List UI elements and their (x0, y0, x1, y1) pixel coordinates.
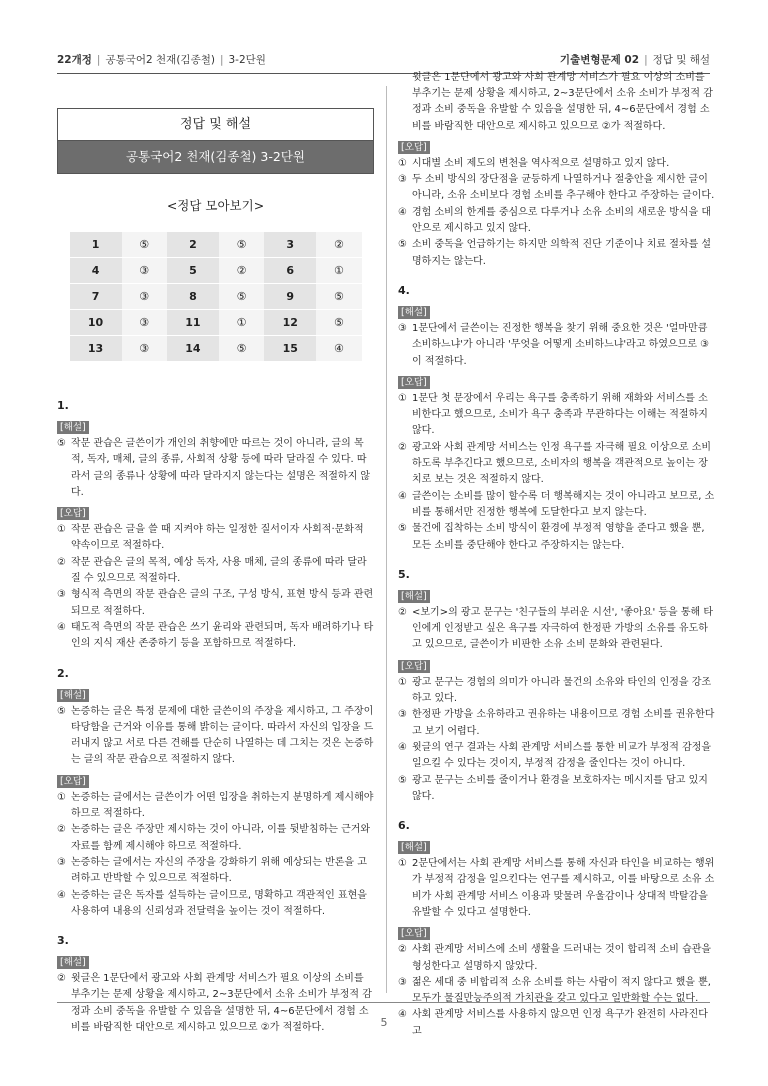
answer-row (70, 310, 362, 336)
explanation-text: 1문단 첫 문장에서 우리는 욕구를 충족하기 위해 재화와 서비스를 소비한다고 했으므로, 소비가 욕구 충족과 무관하다는 이해는 적절하지 않다. (412, 392, 708, 437)
explanation-item (398, 440, 715, 489)
explanation-item (398, 740, 715, 773)
explanation-text: 작문 관습은 글쓴이가 개인의 취향에만 따르는 것이 아니라, 글의 목적, 독자, 매체, 글의 종류, 사회적 상황 등에 따라 달라질 수 있다. 따라서 글의 종류나 상황에 따라 달라지지 않는다는 설명은 적절하지 않다. (71, 438, 371, 498)
answer-question-number: 13 (70, 336, 122, 362)
choice-marker: ⑤ (398, 239, 407, 251)
question-number: 1. (57, 399, 69, 412)
explanation-text: 태도적 측면의 작문 관습은 쓰기 윤리와 관련되며, 독자 배려하기나 타인의 지식 재산 존중하기 등을 포함하므로 적절하다. (71, 621, 374, 650)
explanation-text: 시대별 소비 제도의 변천을 역사적으로 설명하고 있지 않다. (412, 157, 670, 169)
explanation-item (57, 587, 374, 620)
explanation-item (57, 790, 374, 823)
explanation-item (398, 391, 715, 440)
explanation-text: 논증하는 글에서는 자신의 주장을 강화하기 위해 예상되는 반론을 고려하고 반박할 수 있으므로 적절하다. (71, 856, 367, 885)
question-4-section (398, 284, 715, 554)
wrong-answer-label: [오답] (398, 376, 430, 389)
explanation-text: 사회 관계망 서비스에 소비 생활을 드러내는 것이 합리적 소비 습관을 형성한다고 설명하지 않았다. (412, 944, 712, 972)
question-number: 3. (57, 934, 69, 948)
explanation-item (398, 156, 715, 172)
explanation-text: 논증하는 글은 특정 문제에 대한 글쓴이의 주장을 제시하고, 그 주장이 타당함을 근거와 이유를 통해 밝히는 글이다. 따라서 자신의 입장을 드러내지 않고 서로 다른 견해를 단순히 나열하는 데 그치는 것은 논증하는 글의 작문 관습으로 적절하지 않다. (71, 705, 374, 766)
choice-marker: ③ (57, 856, 66, 868)
header-set-title: 기출변형문제 02 (559, 54, 640, 66)
question-1-section (57, 399, 374, 653)
answer-question-number: 3 (264, 232, 316, 258)
question-number: 4. (398, 283, 410, 297)
choice-marker: ③ (398, 709, 407, 721)
title-sub: 공통국어2 천재(김종철) 3-2단원 (58, 140, 373, 173)
explanation-continued-wrap (398, 70, 715, 135)
explanation-text: 물건에 집착하는 소비 방식이 환경에 부정적 영향을 준다고 했을 뿐, 모든 소비를 중단해야 한다고 주장하지는 않는다. (412, 523, 705, 551)
explanation-text: 글쓴이는 소비를 많이 할수록 더 행복해지는 것이 아니라고 보므로, 소비를 통해서만 진정한 행복에 도달한다고 보지 않는다. (412, 490, 715, 518)
answer-choice: ⑤ (219, 232, 264, 258)
left-column (57, 86, 374, 1034)
choice-marker: ① (57, 791, 66, 803)
wrong-answer-label: [오답] (398, 660, 430, 673)
answer-question-number: 8 (167, 284, 219, 310)
answer-question-number: 9 (264, 284, 316, 310)
answer-question-number: 15 (264, 336, 316, 362)
page-number: 5 (380, 1016, 388, 1029)
choice-marker: ① (398, 157, 407, 169)
explanation-item (398, 707, 715, 740)
choice-marker: ⑤ (57, 438, 66, 449)
right-column (398, 71, 715, 1037)
explanation-text: 윗글은 1문단에서 광고와 사회 관계망 서비스가 필요 이상의 소비를 부추기는 문제 상황을 제시하고, 2~3문단에서 소유 소비가 부정적 감정과 소비 중독을 유발할 수 있음을 설명한 뒤, 4~6문단에서 경험 소비를 바람직한 대안으로 제시하고 있으므로 ②가 적절하다. (71, 973, 372, 1034)
answer-choice: ⑤ (122, 232, 167, 258)
explanation-item (57, 822, 374, 855)
question-number: 5. (398, 567, 410, 581)
explanation-item (398, 237, 715, 270)
explanation-item (57, 971, 374, 1034)
explanation-item (57, 855, 374, 888)
explanation-text: 윗글은 1문단에서 광고와 사회 관계망 서비스가 필요 이상의 소비를 부추기는 문제 상황을 제시하고, 2~3문단에서 소유 소비가 부정적 감정과 소비 중독을 유발할 수 있음을 설명한 뒤, 4~6문단에서 경험 소비를 바람직한 대안으로 제시하고 있으므로 ②가 적절하다. (412, 71, 713, 132)
explanation-item (57, 888, 374, 921)
wrong-answer-label: [오답] (57, 775, 89, 788)
answer-row (70, 232, 362, 258)
explanation-item (57, 704, 374, 769)
explanation-text: 젊은 세대 중 비합리적 소유 소비를 하는 사람이 적지 않다고 했을 뿐, 모두가 물질만능주의적 가치관을 갖고 있다고 일반화할 수는 없다. (412, 976, 711, 1005)
explanation-item (398, 321, 715, 370)
choice-marker: ② (57, 973, 66, 985)
answer-question-number: 7 (70, 284, 122, 310)
title-main: 정답 및 해설 (179, 117, 252, 132)
answer-choice: ② (219, 258, 264, 284)
explanation-item (57, 620, 374, 653)
explanation-text: 논증하는 글은 주장만 제시하는 것이 아니라, 이를 뒷받침하는 근거와 자료를 함께 제시해야 하므로 적절하다. (71, 824, 371, 852)
explanation-text: 논증하는 글은 독자를 설득하는 글이므로, 명확하고 객관적인 표현을 사용하여 내용의 신뢰성과 전달력을 높이는 것이 적절하다. (71, 889, 367, 917)
choice-marker: ⑤ (398, 523, 407, 535)
title-box (57, 108, 374, 174)
choice-marker: ⑤ (398, 774, 407, 786)
explanation-continued (398, 70, 715, 135)
choice-marker: ② (57, 556, 66, 568)
wrong-answer-label: [오답] (398, 927, 430, 940)
header-right (560, 52, 710, 67)
header-left (57, 52, 266, 67)
explanation-item (398, 521, 715, 554)
choice-marker: ② (398, 441, 407, 453)
question-6-section (398, 819, 715, 1040)
answer-question-number: 12 (264, 310, 316, 336)
question-3-continued (398, 70, 715, 270)
choice-marker: ④ (398, 490, 407, 502)
answer-choice: ③ (122, 336, 167, 362)
answer-choice: ② (316, 232, 361, 258)
explanation-item (57, 555, 374, 588)
header-separator: | (219, 54, 224, 66)
answer-choice: ③ (122, 284, 167, 310)
answer-question-number: 1 (70, 232, 122, 258)
answer-choice: ③ (122, 310, 167, 336)
answer-choice: ⑤ (316, 310, 361, 336)
explanation-text: 사회 관계망 서비스를 사용하지 않으면 인정 욕구가 완전히 사라진다고 (412, 1009, 708, 1037)
choice-marker: ③ (57, 589, 66, 601)
choice-marker: ① (398, 676, 407, 688)
explanation-item (398, 172, 715, 205)
choice-marker: ③ (398, 322, 407, 334)
explanation-text: 작문 관습은 글의 목적, 예상 독자, 사용 매체, 글의 종류에 따라 달라질 수 있으므로 적절하다. (71, 556, 367, 585)
choice-marker: ⑤ (57, 705, 66, 717)
answer-question-number: 6 (264, 258, 316, 284)
answer-question-number: 14 (167, 336, 219, 362)
header-unit: 3-2단원 (228, 54, 266, 66)
explanation-text: 광고와 사회 관계망 서비스는 인정 욕구를 자극해 필요 이상으로 소비하도록 부추긴다고 했으므로, 소비자의 행복을 객관적으로 높이는 장치로 보는 것은 적절하지 않다. (412, 441, 712, 486)
answer-question-number: 11 (167, 310, 219, 336)
header-section: 정답 및 해설 (652, 54, 710, 66)
answer-choice: ③ (122, 258, 167, 284)
explanation-item (398, 675, 715, 708)
answer-choice: ⑤ (316, 284, 361, 310)
choice-marker: ② (398, 944, 407, 956)
explanation-item (398, 205, 715, 238)
choice-marker: ④ (57, 889, 66, 901)
explanation-text: 두 소비 방식의 장단점을 균등하게 나열하거나 절충안을 제시한 글이 아니라, 소유 소비보다 경험 소비를 추구해야 한다고 주장하는 글이다. (412, 174, 715, 202)
question-3-section (57, 934, 374, 1034)
explanation-item (398, 605, 715, 654)
explanation-text: 윗글의 연구 결과는 사회 관계망 서비스를 통한 비교가 부정적 감정을 일으킬 수 있다는 것이지, 부정적 감정을 줄인다는 것이 아니다. (412, 741, 712, 770)
answer-question-number: 5 (167, 258, 219, 284)
choice-marker: ④ (57, 621, 66, 633)
answer-row (70, 284, 362, 310)
column-divider (386, 86, 387, 993)
question-number: 6. (398, 819, 410, 833)
explain-label: [해설] (57, 689, 89, 702)
answer-choice: ① (219, 310, 264, 336)
explanation-text: 1문단에서 글쓴이는 진정한 행복을 찾기 위해 중요한 것은 '얼마만큼 소비하느냐'가 아니라 '무엇을 어떻게 소비하느냐'라고 하였으므로 ③이 적절하다. (412, 322, 710, 367)
answer-row (70, 336, 362, 362)
explain-label: [해설] (57, 421, 89, 434)
answer-choice: ⑤ (219, 336, 264, 362)
choice-marker: ③ (398, 174, 407, 186)
explain-label: [해설] (57, 956, 89, 969)
choice-marker: ③ (398, 976, 407, 988)
header-curriculum: 22개정 (57, 54, 92, 66)
footer-rule (57, 1002, 710, 1003)
question-number: 2. (57, 666, 69, 680)
answer-choice: ① (316, 258, 361, 284)
explanation-item (398, 856, 715, 921)
choice-marker: ① (398, 392, 407, 404)
explanation-text: <보기>의 광고 문구는 '친구들의 부러운 시선', '좋아요' 등을 통해 타인에게 인정받고 싶은 욕구를 자극하여 한정판 가방의 소유를 유도하고 있으므로, 글쓴이가 비판한 소유 소비 문화와 관련된다. (412, 606, 714, 651)
explanation-text: 2문단에서는 사회 관계망 서비스를 통해 자신과 타인을 비교하는 행위가 부정적 감정을 일으킨다는 연구를 제시하고, 이를 바탕으로 소유 소비가 사회 관계망 서비스 이용과 맞물려 우울감이나 상대적 박탈감을 유발할 수 있다고 설명한다. (412, 858, 715, 918)
explanation-item (398, 489, 715, 522)
explanation-item (398, 942, 715, 975)
explanation-text: 광고 문구는 경험의 의미가 아니라 물건의 소유와 타인의 인정을 강조하고 있다. (412, 676, 712, 705)
explanation-text: 논증하는 글에서는 글쓴이가 어떤 입장을 취하는지 분명하게 제시해야 하므로 적절하다. (71, 791, 374, 820)
header-separator: | (96, 54, 101, 66)
choice-marker: ② (57, 824, 66, 836)
explanation-text: 소비 중독을 언급하기는 하지만 의학적 진단 기준이나 치료 절차를 설명하지는 않는다. (412, 239, 712, 267)
answer-choice: ⑤ (219, 284, 264, 310)
explanation-text: 작문 관습은 글을 쓸 때 지켜야 하는 일정한 질서이자 사회적·문화적 약속이므로 적절하다. (71, 524, 364, 552)
answer-question-number: 2 (167, 232, 219, 258)
question-5-section (398, 568, 715, 805)
choice-marker: ① (398, 858, 407, 870)
explain-label: [해설] (398, 306, 430, 319)
explanation-text: 형식적 측면의 작문 관습은 글의 구조, 구성 방식, 표현 방식 등과 관련되므로 적절하다. (71, 589, 374, 617)
explain-label: [해설] (398, 841, 430, 854)
explanation-item (57, 522, 374, 555)
explanation-text: 경험 소비의 한계를 중심으로 다루거나 소유 소비의 새로운 방식을 대안으로 제시하고 있지 않다. (412, 206, 712, 235)
explain-label: [해설] (398, 590, 430, 603)
answer-table (70, 232, 362, 362)
choice-marker: ④ (398, 1009, 407, 1021)
explanation-item (57, 436, 374, 501)
header-course: 공통국어2 천재(김종철) (105, 54, 215, 66)
choice-marker: ④ (398, 741, 407, 753)
explanation-text: 한정판 가방을 소유하라고 권유하는 내용이므로 경험 소비를 권유한다고 보기 어렵다. (412, 709, 715, 737)
answer-row (70, 258, 362, 284)
answer-question-number: 10 (70, 310, 122, 336)
header-separator: | (644, 54, 648, 66)
explanation-item (398, 773, 715, 806)
answer-question-number: 4 (70, 258, 122, 284)
wrong-answer-label: [오답] (57, 507, 89, 520)
answer-choice: ④ (316, 336, 361, 362)
choice-marker: ① (57, 524, 66, 536)
question-2-section (57, 667, 374, 921)
answers-heading: <정답 모아보기> (166, 198, 265, 213)
explanation-text: 광고 문구는 소비를 줄이거나 환경을 보호하자는 메시지를 담고 있지 않다. (412, 774, 708, 802)
choice-marker: ② (398, 606, 407, 618)
wrong-answer-label: [오답] (398, 141, 430, 154)
choice-marker: ④ (398, 206, 407, 218)
page-header (57, 52, 710, 70)
